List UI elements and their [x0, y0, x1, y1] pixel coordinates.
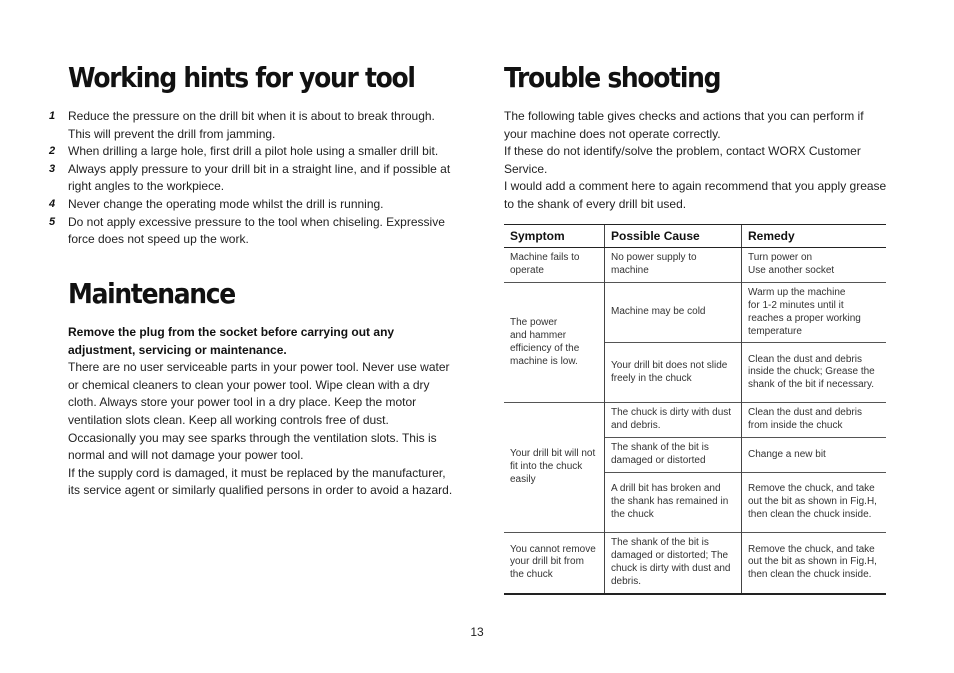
- cause-cell: Your drill bit does not slide freely in the chuck: [605, 343, 742, 403]
- symptom-cell: The power and hammer efficiency of the machine is low.: [504, 282, 605, 403]
- table-header-row: [504, 225, 886, 248]
- hint-text: When drilling a large hole, first drill a pilot hole using a smaller drill bit.: [68, 144, 439, 159]
- maintenance-heading: Maintenance: [68, 277, 235, 310]
- cause-cell: No power supply to machine: [605, 248, 742, 283]
- symptom-cell: Your drill bit will not fit into the chuck easily: [504, 403, 605, 533]
- hint-text: Never change the operating mode whilst the drill is running.: [68, 196, 384, 211]
- hint-number: 5: [49, 215, 56, 228]
- intro-paragraph: The following table gives checks and actions that you can perform if your machine does not operate correctly.: [504, 109, 864, 141]
- hint-item: [49, 214, 454, 249]
- hint-item: [49, 108, 454, 143]
- hint-number: 1: [49, 110, 56, 122]
- cause-cell: The shank of the bit is damaged or distorted; The chuck is dirty with dust and debris.: [605, 533, 742, 594]
- hint-text: Always apply pressure to your drill bit in a straight line, and if possible at right angles to the workpiece.: [68, 161, 451, 194]
- working-hints-list: [49, 108, 454, 249]
- trouble-shooting-intro: [504, 108, 888, 214]
- remedy-cell: Warm up the machine for 1-2 minutes until it reaches a proper working temperature: [742, 282, 887, 343]
- remedy-cell: Remove the chuck, and take out the bit as shown in Fig.H, then clean the chuck inside.: [742, 533, 887, 594]
- table-row: [504, 403, 886, 438]
- remedy-cell: Turn power on Use another socket: [742, 248, 887, 283]
- symptom-header: Symptom: [504, 225, 605, 248]
- symptom-cell: You cannot remove your drill bit from the chuck: [504, 533, 605, 594]
- hint-text: Reduce the pressure on the drill bit when it is about to break through. This will prevent the drill from jamming.: [68, 109, 435, 141]
- page-number: 13: [470, 625, 484, 639]
- remedy-cell: Clean the dust and debris from inside the chuck: [742, 403, 887, 438]
- maintenance-paragraph: If the supply cord is damaged, it must be replaced by the manufacturer, its service agent or similarly qualified persons in order to avoid a hazard.: [68, 465, 453, 498]
- table-row: [504, 533, 886, 594]
- hint-number: 3: [49, 162, 56, 175]
- cause-cell: Machine may be cold: [605, 282, 742, 343]
- cause-cell: The chuck is dirty with dust and debris.: [605, 403, 742, 438]
- hint-item: [49, 143, 454, 161]
- hint-number: 2: [49, 145, 56, 158]
- maintenance-section: [68, 324, 454, 500]
- symptom-cell: Machine fails to operate: [504, 248, 605, 283]
- hint-item: [49, 161, 454, 196]
- table-row: [504, 248, 886, 283]
- trouble-shooting-table: [504, 224, 886, 595]
- hint-item: [49, 196, 454, 214]
- remedy-cell: Change a new bit: [742, 438, 887, 473]
- trouble-shooting-heading: Trouble shooting: [504, 61, 721, 94]
- maintenance-paragraph: There are no user serviceable parts in your power tool. Never use water or chemical cleaners to clean your power tool. Wipe clean with a dry cloth. Always store your power tool in a dry place. Keep the motor ventilation slots clean. Keep all working controls free of dust. Occasionally you may see sparks through the ventilation slots. This is normal and will not damage your power tool.: [68, 360, 450, 463]
- table-row: [504, 282, 886, 343]
- intro-paragraph: If these do not identify/solve the problem, contact WORX Customer Service.: [504, 144, 861, 176]
- hint-number: 4: [49, 197, 56, 210]
- cause-cell: A drill bit has broken and the shank has remained in the chuck: [605, 473, 742, 533]
- working-hints-heading: Working hints for your tool: [68, 61, 415, 94]
- cause-header: Possible Cause: [605, 225, 742, 248]
- cause-cell: The shank of the bit is damaged or distorted: [605, 438, 742, 473]
- intro-paragraph: I would add a comment here to again recommend that you apply grease to the shank of every drill bit used.: [504, 179, 887, 211]
- remedy-cell: Remove the chuck, and take out the bit as shown in Fig.H, then clean the chuck inside.: [742, 473, 887, 533]
- remedy-header: Remedy: [742, 225, 887, 248]
- hint-text: Do not apply excessive pressure to the tool when chiseling. Expressive force does not speed up the work.: [68, 214, 445, 247]
- maintenance-warning: Remove the plug from the socket before carrying out any adjustment, servicing or maintenance.: [68, 325, 395, 357]
- remedy-cell: Clean the dust and debris inside the chuck; Grease the shank of the bit if necessary.: [742, 343, 887, 403]
